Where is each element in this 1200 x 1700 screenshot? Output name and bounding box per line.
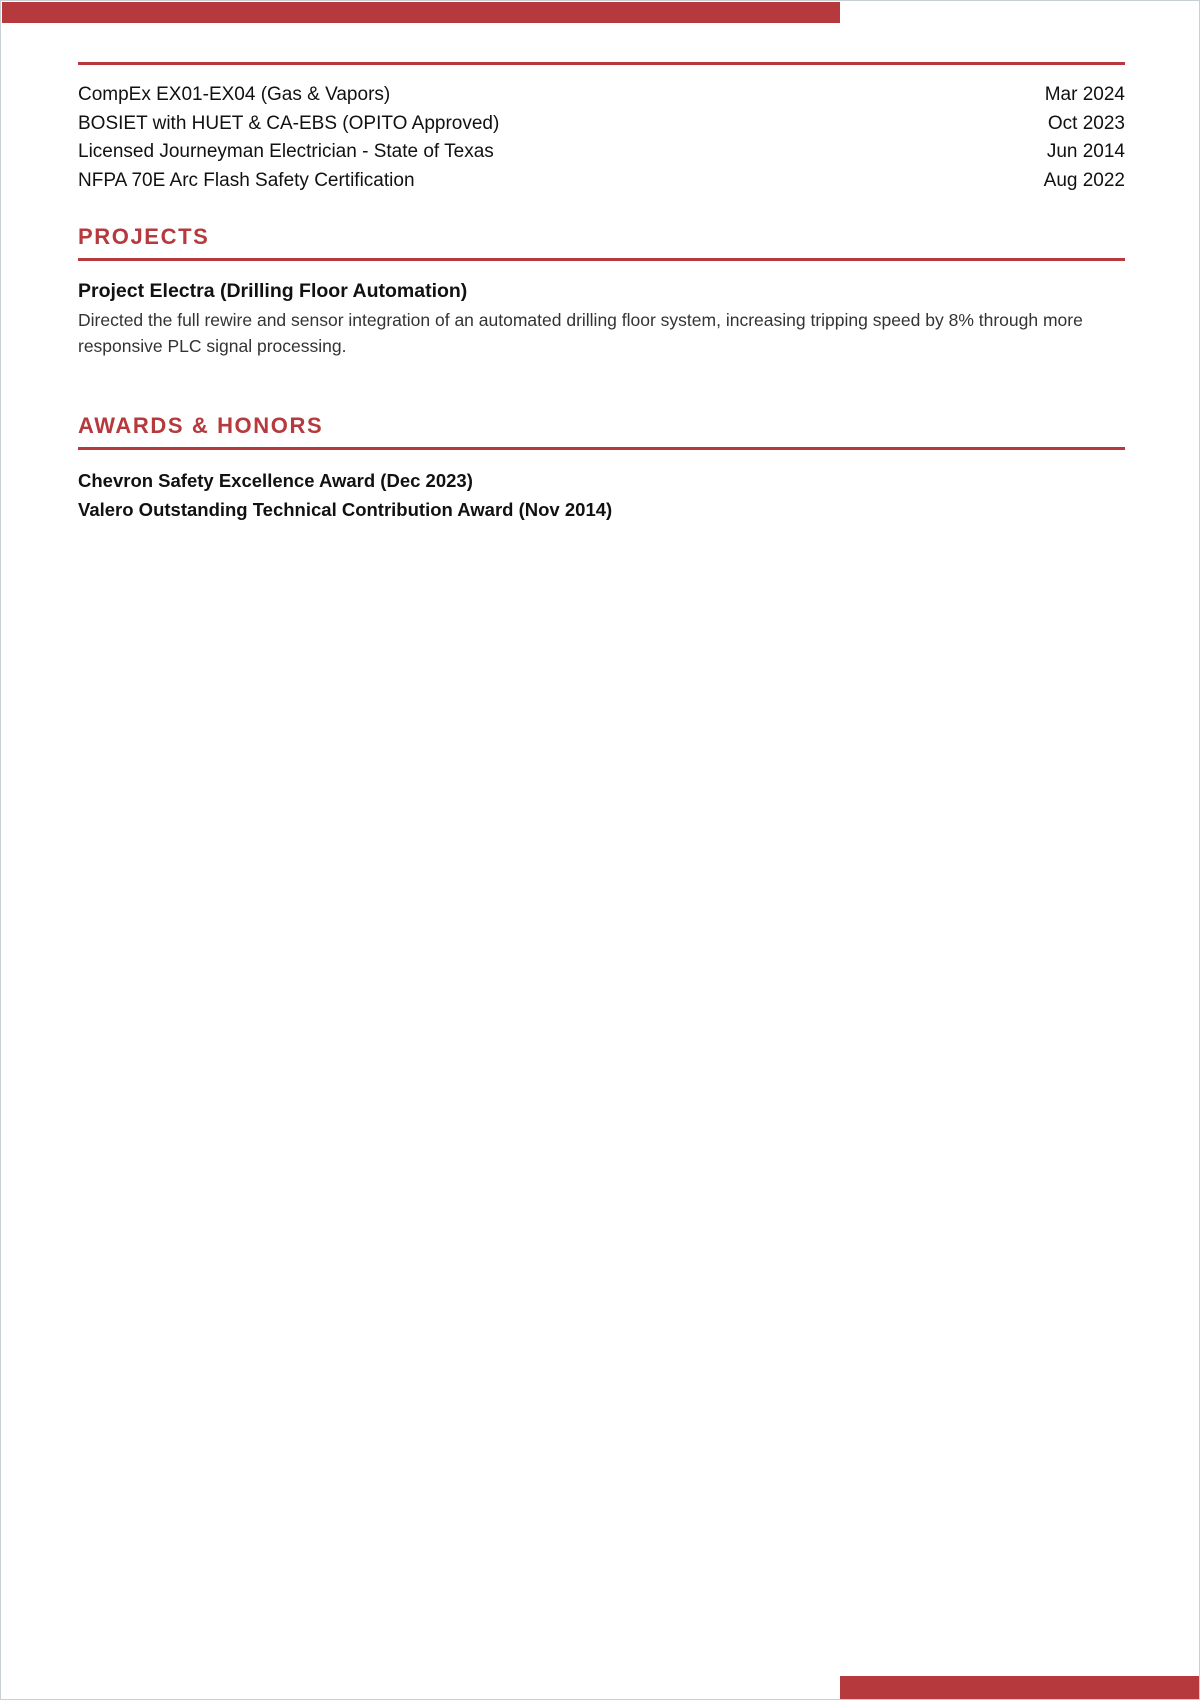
- certification-row: [78, 167, 1125, 196]
- projects-heading: PROJECTS: [78, 224, 210, 249]
- certification-name: BOSIET with HUET & CA-EBS (OPITO Approved): [78, 112, 500, 134]
- top-accent-bar: [2, 2, 840, 23]
- certifications-rule: [78, 62, 1125, 65]
- project-title: Project Electra (Drilling Floor Automation): [78, 280, 468, 302]
- awards-heading: AWARDS & HONORS: [78, 413, 324, 438]
- certification-row: [78, 81, 1125, 110]
- certification-list: [78, 81, 1125, 196]
- certification-name: NFPA 70E Arc Flash Safety Certification: [78, 170, 415, 192]
- bottom-accent-bar: [840, 1676, 1200, 1699]
- certification-row: [78, 110, 1125, 139]
- certification-row: [78, 138, 1125, 167]
- certification-name: CompEx EX01-EX04 (Gas & Vapors): [78, 84, 391, 105]
- award-item: Chevron Safety Excellence Award (Dec 2023): [78, 470, 473, 491]
- project-description: Directed the full rewire and sensor integration of an automated drilling floor system, increasing tripping speed by 8% through more responsive PLC signal processing.: [78, 310, 1083, 356]
- certification-name: Licensed Journeyman Electrician - State of Texas: [78, 141, 494, 163]
- awards-rule: [78, 447, 1125, 450]
- certification-date: Aug 2022: [1043, 170, 1125, 192]
- award-list: [78, 467, 1125, 524]
- certification-date: Jun 2014: [1046, 141, 1125, 163]
- awards-section: [78, 412, 1125, 524]
- project-item: [78, 278, 1125, 359]
- certification-date: Oct 2023: [1047, 112, 1125, 134]
- certification-date: Mar 2024: [1044, 84, 1125, 105]
- projects-section: [78, 223, 1125, 359]
- projects-rule: [78, 258, 1125, 261]
- award-item: Valero Outstanding Technical Contribution Award (Nov 2014): [78, 498, 613, 520]
